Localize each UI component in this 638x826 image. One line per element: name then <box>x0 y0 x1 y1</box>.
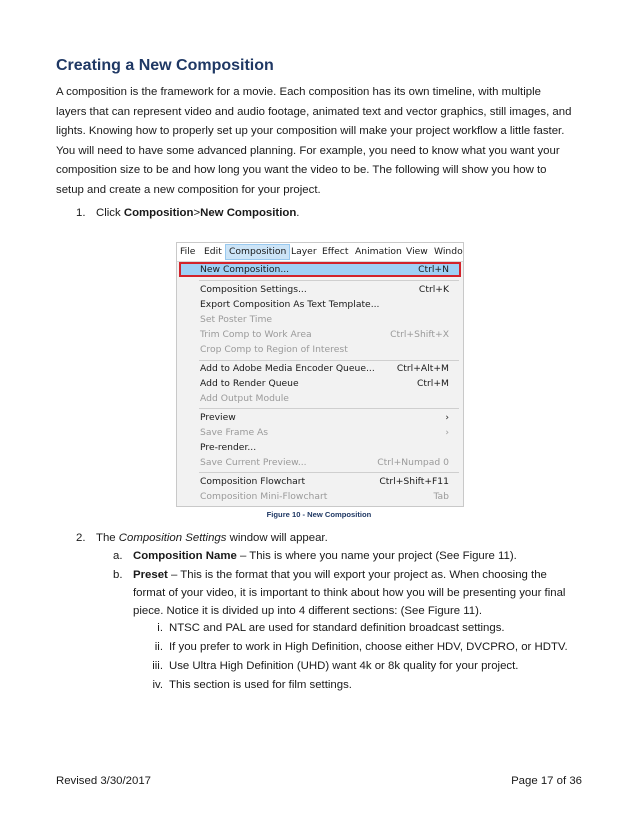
roman-marker: iii. <box>152 660 163 672</box>
step-number: 1. <box>76 207 86 219</box>
intro-line: A composition is the framework for a movie. Each composition has its own timeline, with multiple <box>56 86 541 98</box>
step-window-name: Composition Settings <box>118 532 227 544</box>
intro-line: You will need to have some advanced planning. For example, you need to know what you want your <box>56 144 560 157</box>
menu-item-label: Pre-render... <box>200 442 257 453</box>
sub-item-description: format of your video, it is important to think about how you will be presenting your final <box>133 587 566 599</box>
menu-view[interactable]: View <box>406 246 428 257</box>
menu-animation[interactable]: Animation <box>355 246 402 257</box>
menu-item-shortcut: Ctrl+N <box>418 264 449 275</box>
menu-item-label: Crop Comp to Region of Interest <box>200 344 348 355</box>
menu-item-shortcut: Ctrl+Numpad 0 <box>377 457 449 468</box>
roman-marker: ii. <box>154 641 163 653</box>
menu-item-shortcut: Ctrl+M <box>417 378 449 389</box>
step-suffix: . <box>296 207 300 219</box>
menu-item-shortcut: Ctrl+Alt+M <box>396 363 449 374</box>
menu-item-crop-comp <box>177 343 463 358</box>
menu-item-label: Preview <box>200 412 236 423</box>
submenu-arrow-icon: › <box>445 412 449 423</box>
roman-text: NTSC and PAL are used for standard definition broadcast settings. <box>169 622 505 634</box>
menu-item-trim-comp <box>177 328 463 343</box>
intro-line: composition size to be and how long you want the video to be. The following will show you how to <box>56 164 547 177</box>
menu-item-save-frame-as <box>177 426 463 441</box>
menu-item-shortcut: Tab <box>433 491 449 502</box>
sub-item-text <box>133 548 517 564</box>
footer-revised-date: Revised 3/30/2017 <box>56 775 151 787</box>
figure-caption: Figure 10 - New Composition <box>266 510 372 519</box>
step-prefix: The <box>96 532 119 544</box>
menu-edit[interactable]: Edit <box>204 246 222 257</box>
roman-item <box>157 622 505 634</box>
intro-line: setup and create a new composition for your project. <box>56 183 321 196</box>
roman-marker: i. <box>157 622 163 634</box>
sub-item-description: – This is the format that you will export your project as. When choosing the <box>167 569 547 581</box>
roman-item <box>154 641 568 653</box>
step-command-name: New Composition <box>200 207 297 219</box>
step-number: 2. <box>76 532 86 544</box>
menu-item-add-output-module <box>177 392 463 407</box>
intro-line: lights. Knowing how to properly set up your composition will make your project workflow a little faster. <box>56 125 565 138</box>
menu-item-pre-render[interactable] <box>177 441 463 456</box>
menu-layer[interactable]: Layer <box>291 246 317 257</box>
menu-item-new-composition[interactable] <box>179 262 461 277</box>
menu-item-preview[interactable] <box>177 411 463 426</box>
sub-item-marker: a. <box>113 550 123 562</box>
submenu-arrow-icon: › <box>445 427 449 438</box>
roman-marker: iv. <box>152 679 163 691</box>
page-title: Creating a New Composition <box>56 57 274 74</box>
menu-file[interactable]: File <box>180 246 196 257</box>
roman-item <box>152 660 519 672</box>
step-prefix: Click <box>96 207 124 219</box>
step-text <box>96 205 299 221</box>
step-text <box>96 530 328 546</box>
menu-item-add-to-render-queue[interactable] <box>177 377 463 392</box>
menu-item-save-current-preview <box>177 456 463 471</box>
footer-page-number: Page 17 of 36 <box>511 775 582 787</box>
menu-item-label: Save Frame As <box>200 427 269 438</box>
sub-item-marker: b. <box>113 569 123 581</box>
menu-window[interactable]: Windo <box>434 246 463 257</box>
menu-separator <box>199 408 459 409</box>
sub-item-term: Composition Name <box>133 550 237 562</box>
roman-item <box>152 679 352 691</box>
composition-menu-screenshot <box>176 242 464 507</box>
menu-item-label: Add to Render Queue <box>200 378 299 389</box>
menu-item-shortcut: Ctrl+Shift+X <box>390 329 449 340</box>
intro-paragraph <box>56 83 586 201</box>
sub-item-description: piece. Notice it is divided up into 4 different sections: (See Figure 11). <box>133 605 483 617</box>
sub-item-text <box>133 567 547 583</box>
roman-text: If you prefer to work in High Definition, choose either HDV, DVCPRO, or HDTV. <box>169 641 568 653</box>
step-menu-name: Composition <box>123 207 194 219</box>
menu-bar <box>177 243 463 262</box>
roman-text: Use Ultra High Definition (UHD) want 4k or 8k quality for your project. <box>169 660 519 672</box>
menu-item-set-poster-time <box>177 313 463 328</box>
roman-text: This section is used for film settings. <box>169 679 352 691</box>
menu-item-shortcut: Ctrl+K <box>418 284 449 295</box>
menu-separator <box>199 280 459 281</box>
menu-item-shortcut: Ctrl+Shift+F11 <box>379 476 449 487</box>
menu-item-label: Export Composition As Text Template... <box>200 299 380 310</box>
menu-item-composition-flowchart[interactable] <box>177 475 463 490</box>
menu-item-label: Composition Mini-Flowchart <box>200 491 328 502</box>
sub-item-description: – This is where you name your project (See Figure 11). <box>236 550 517 562</box>
menu-item-label: Save Current Preview... <box>200 457 307 468</box>
menu-effect[interactable]: Effect <box>322 246 349 257</box>
menu-item-label: New Composition... <box>200 264 290 275</box>
menu-composition[interactable]: Composition <box>225 244 290 260</box>
menu-item-add-to-ame-queue[interactable] <box>177 362 463 377</box>
step-suffix: window will appear. <box>226 532 328 544</box>
menu-item-mini-flowchart <box>177 490 463 505</box>
menu-item-composition-settings[interactable] <box>177 283 463 298</box>
step-separator: > <box>193 207 201 219</box>
menu-separator <box>199 472 459 473</box>
menu-item-label: Add to Adobe Media Encoder Queue... <box>200 363 375 374</box>
menu-item-label: Trim Comp to Work Area <box>200 329 312 340</box>
menu-separator <box>199 360 459 361</box>
menu-item-label: Composition Settings... <box>200 284 307 295</box>
menu-item-export-text-template[interactable] <box>177 298 463 313</box>
intro-line: layers that can represent video and audio footage, animated text and vector graphics, still images, and <box>56 105 572 118</box>
sub-item-term: Preset <box>133 569 168 581</box>
menu-item-label: Composition Flowchart <box>200 476 306 487</box>
menu-item-label: Set Poster Time <box>200 314 273 325</box>
menu-item-label: Add Output Module <box>200 393 289 404</box>
